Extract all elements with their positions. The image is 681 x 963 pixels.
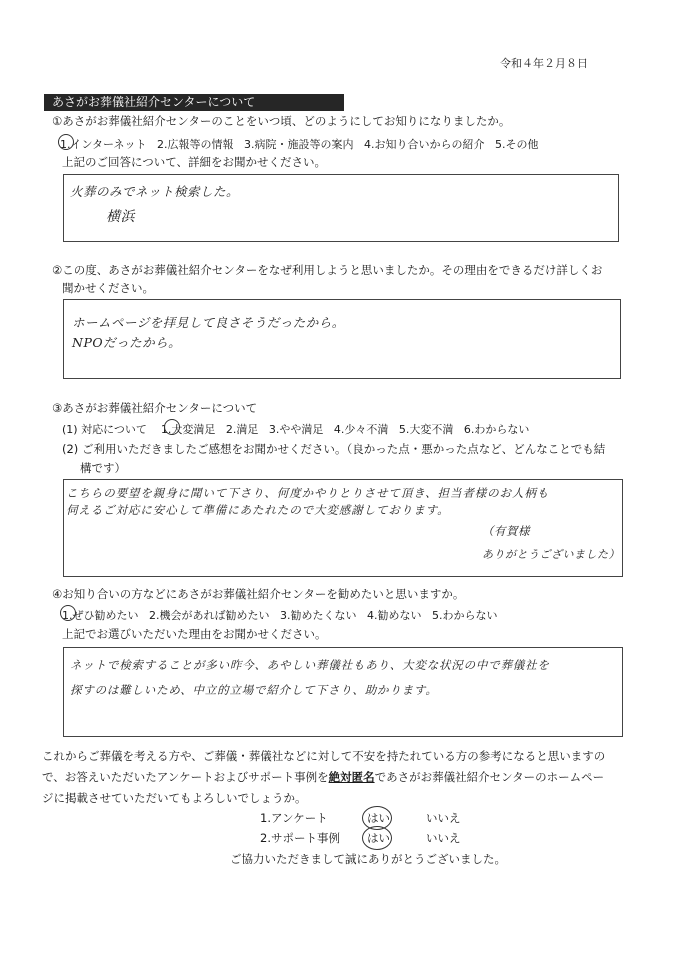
q4-answer-line2: 探すのは難しいため、中立的立場で紹介して下さり、助かります。 — [70, 683, 438, 697]
q3-answer-line2: 伺えるご対応に安心して準備にあたれたので大変感謝しております。 — [66, 503, 450, 517]
q4-option-2[interactable]: 2.機会があれば勧めたい — [149, 609, 270, 622]
q1-option-5[interactable]: 5.その他 — [495, 138, 539, 151]
q3-answer-line4: ありがとうございました） — [482, 548, 620, 561]
q1-detail-prompt: 上記のご回答について、詳細をお聞かせください。 — [62, 155, 327, 169]
q3-option-6[interactable]: 6.わからない — [463, 423, 530, 436]
q3-option-3[interactable]: 3.やや満足 — [268, 423, 324, 436]
q2-question-line1: ②この度、あさがお葬儀社紹介センターをなぜ利用しようと思いましたか。その理由をできるだけ詳しくお — [52, 263, 603, 277]
q1-option-2[interactable]: 2.広報等の情報 — [157, 138, 234, 151]
closing-line2-pre: で、お答えいただいたアンケートおよびサポート事例を — [42, 770, 329, 784]
q3-sub2-line1: (2) ご利用いただきましたご感想をお聞かせください。（良かった点・悪かった点など、どんなことでも結 — [62, 442, 606, 456]
closing-line2-post: であさがお葬儀社紹介センターのホームペー — [374, 770, 605, 784]
consent-case-no[interactable]: いいえ — [426, 831, 461, 845]
q3-answer-line3: （有賀様 — [482, 524, 530, 538]
q4-option-4[interactable]: 4.勧めない — [367, 609, 422, 622]
q2-answer-line2: NPOだったから。 — [72, 335, 182, 350]
q1-selection-circle — [58, 134, 74, 150]
q1-option-3[interactable]: 3.病院・施設等の案内 — [244, 138, 354, 151]
q4-selection-circle — [60, 605, 76, 621]
q1-option-1[interactable]: 1.インターネット — [60, 138, 147, 151]
consent-survey-no[interactable]: いいえ — [426, 811, 461, 825]
closing-line2 — [42, 767, 604, 788]
consent-case-circle — [362, 826, 392, 850]
q4-option-1[interactable]: 1.ぜひ勧めたい — [62, 609, 139, 622]
closing-line3: ジに掲載させていただいてもよろしいでしょうか。 — [42, 791, 307, 805]
q3-option-1[interactable]: 1.大変満足 — [160, 423, 216, 436]
q4-question: ④お知り合いの方などにあさがお葬儀社紹介センターを勧めたいと思いますか。 — [52, 587, 465, 601]
q1-option-4[interactable]: 4.お知り合いからの紹介 — [364, 138, 485, 151]
anonymous-emphasis: 絶対匿名 — [328, 770, 375, 784]
q3-sub2-line2: 構です） — [80, 461, 126, 475]
q3-selection-circle — [164, 419, 180, 435]
survey-date: 令和４年２月８日 — [500, 57, 588, 70]
consent-survey-label: 1.アンケート — [260, 811, 328, 825]
closing-line1: これからご葬儀を考える方や、ご葬儀・葬儀社などに対して不安を持たれている方の参考になると思いますの — [42, 749, 606, 763]
q3-sub1 — [62, 421, 529, 437]
section-title: あさがお葬儀社紹介センターについて — [44, 94, 344, 111]
consent-case-yes[interactable]: はい — [367, 831, 390, 845]
q2-answer-line1: ホームページを拝見して良さそうだったから。 — [72, 315, 345, 330]
q4-option-5[interactable]: 5.わからない — [432, 609, 498, 622]
q3-question: ③あさがお葬儀社紹介センターについて — [52, 401, 258, 415]
q1-answer-line2: 横浜 — [106, 209, 135, 225]
q4-option-3[interactable]: 3.勧めたくない — [280, 609, 357, 622]
q1-options — [60, 136, 539, 152]
q3-option-4[interactable]: 4.少々不満 — [333, 423, 389, 436]
q3-option-5[interactable]: 5.大変不満 — [398, 423, 454, 436]
q4-options — [62, 607, 498, 623]
q3-answer-line1: こちらの要望を親身に聞いて下さり、何度かやりとりさせて頂き、担当者様のお人柄も — [66, 486, 550, 500]
consent-survey-yes[interactable]: はい — [367, 811, 390, 825]
q2-question-line2: 聞かせください。 — [62, 281, 154, 295]
q1-question: ①あさがお葬儀社紹介センターのことをいつ頃、どのようにしてお知りになりましたか。 — [52, 114, 511, 128]
q1-answer-line1: 火葬のみでネット検索した。 — [70, 184, 240, 199]
q3-sub1-label: (1) 対応について — [62, 423, 147, 436]
q3-option-2[interactable]: 2.満足 — [225, 423, 259, 436]
q4-detail-prompt: 上記でお選びいただいた理由をお聞かせください。 — [62, 627, 327, 641]
q4-answer-line1: ネットで検索することが多い昨今、あやしい葬儀社もあり、大変な状況の中で葬儀社を — [70, 658, 550, 672]
consent-case-label: 2.サポート事例 — [260, 831, 340, 845]
thanks-message: ご協力いただきまして誠にありがとうございました。 — [230, 852, 506, 866]
